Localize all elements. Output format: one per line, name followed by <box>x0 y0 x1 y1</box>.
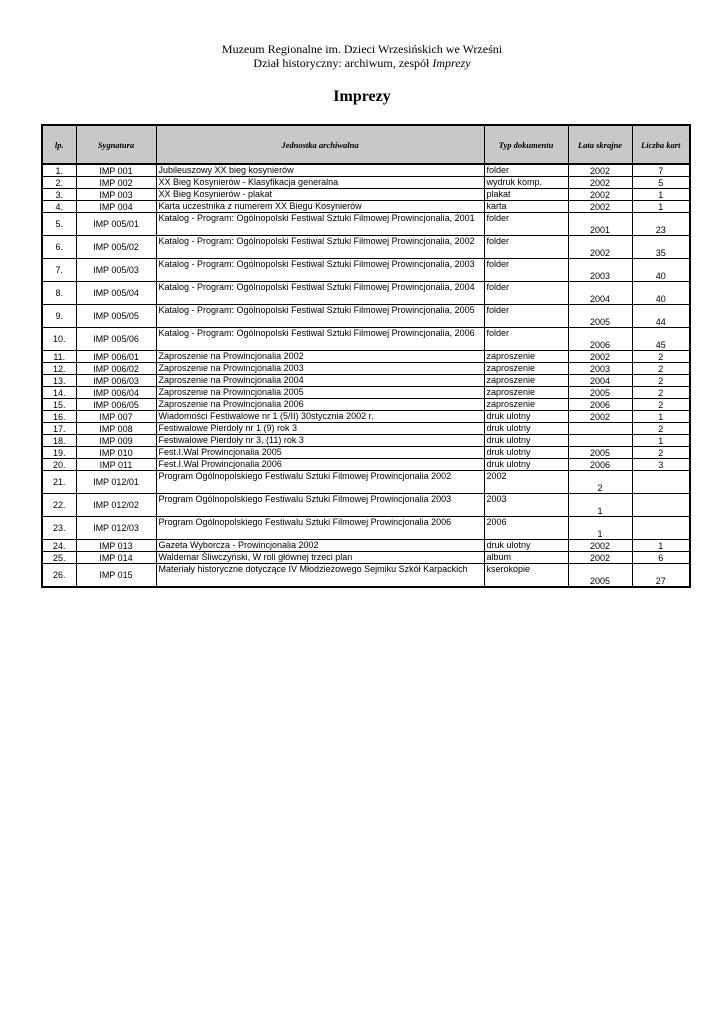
cell-unit: Program Ogólnopolskiego Festiwalu Sztuki Filmowej Prowincjonalia 2002 <box>156 471 484 494</box>
cell-cards: 27 <box>632 564 690 588</box>
cell-doc-type: folder <box>484 164 568 177</box>
table-row <box>42 305 690 328</box>
cell-signature: IMP 005/03 <box>76 259 156 282</box>
table-row <box>42 213 690 236</box>
cell-cards: 1 <box>632 411 690 423</box>
cell-unit: XX Bieg Kosynierów - Klasyfikacja generalna <box>156 177 484 189</box>
cell-doc-type: folder <box>484 259 568 282</box>
cell-signature: IMP 015 <box>76 564 156 588</box>
cell-signature: IMP 003 <box>76 189 156 201</box>
cell-signature: IMP 002 <box>76 177 156 189</box>
cell-cards: 2 <box>632 351 690 363</box>
cell-cards: 40 <box>632 282 690 305</box>
cell-years: 2002 <box>568 552 632 564</box>
cell-doc-type: folder <box>484 213 568 236</box>
cell-cards: 1 <box>632 189 690 201</box>
cell-years: 1 <box>568 494 632 517</box>
cell-years: 1 <box>568 517 632 540</box>
table-row <box>42 164 690 177</box>
museum-name: Muzeum Regionalne im. Dzieci Wrzesińskich we Wrześni <box>221 42 503 56</box>
cell-unit: Zaproszenie na Prowincjonalia 2003 <box>156 363 484 375</box>
cell-unit: Program Ogólnopolskiego Festiwalu Sztuki Filmowej Prowincjonalia 2003 <box>156 494 484 517</box>
cell-doc-type: 2006 <box>484 517 568 540</box>
cell-unit: Waldemar Śliwczyński, W roli głównej trzeci plan <box>156 552 484 564</box>
cell-lp: 26. <box>42 564 76 588</box>
cell-unit: Jubileuszowy XX bieg kosynierów <box>156 164 484 177</box>
cell-years: 2003 <box>568 363 632 375</box>
cell-doc-type: folder <box>484 328 568 351</box>
cell-lp: 7. <box>42 259 76 282</box>
cell-lp: 20. <box>42 459 76 471</box>
cell-cards: 2 <box>632 423 690 435</box>
table-row <box>42 435 690 447</box>
cell-unit: Fest.I.Wal Prowincjonalia 2006 <box>156 459 484 471</box>
cell-signature: IMP 005/02 <box>76 236 156 259</box>
cell-unit: Materiały historyczne dotyczące IV Młodzieżowego Sejmiku Szkół Karpackich <box>156 564 484 588</box>
table-body <box>42 164 690 587</box>
cell-doc-type: druk ulotny <box>484 447 568 459</box>
cell-unit: Katalog - Program: Ogólnopolski Festiwal Sztuki Filmowej Prowincjonalia, 2003 <box>156 259 484 282</box>
cell-signature: IMP 001 <box>76 164 156 177</box>
cell-signature: IMP 013 <box>76 540 156 552</box>
cell-signature: IMP 012/02 <box>76 494 156 517</box>
cell-unit: Katalog - Program: Ogólnopolski Festiwal Sztuki Filmowej Prowincjonalia, 2001 <box>156 213 484 236</box>
cell-lp: 13. <box>42 375 76 387</box>
cell-lp: 10. <box>42 328 76 351</box>
cell-years <box>568 435 632 447</box>
cell-unit: Fest.I.Wal Prowincjonalia 2005 <box>156 447 484 459</box>
cell-signature: IMP 014 <box>76 552 156 564</box>
archive-inventory-table <box>41 124 691 588</box>
cell-doc-type: 2002 <box>484 471 568 494</box>
cell-cards <box>632 517 690 540</box>
cell-lp: 2. <box>42 177 76 189</box>
cell-doc-type: druk ulotny <box>484 540 568 552</box>
col-header-signature: Sygnatura <box>76 125 156 164</box>
cell-cards: 2 <box>632 387 690 399</box>
cell-years: 2002 <box>568 164 632 177</box>
col-header-unit: Jednostka archiwalna <box>156 125 484 164</box>
cell-lp: 15. <box>42 399 76 411</box>
cell-cards: 1 <box>632 435 690 447</box>
cell-cards: 35 <box>632 236 690 259</box>
cell-signature: IMP 006/01 <box>76 351 156 363</box>
cell-unit: Wiadomości Festiwalowe nr 1 (5/II) 30stycznia 2002 r. <box>156 411 484 423</box>
cell-cards: 7 <box>632 164 690 177</box>
cell-years: 2003 <box>568 259 632 282</box>
cell-lp: 19. <box>42 447 76 459</box>
col-header-years: Lata skrajne <box>568 125 632 164</box>
cell-doc-type: folder <box>484 282 568 305</box>
cell-doc-type: druk ulotny <box>484 459 568 471</box>
cell-years: 2002 <box>568 177 632 189</box>
cell-years: 2002 <box>568 351 632 363</box>
cell-unit: Program Ogólnopolskiego Festiwalu Sztuki Filmowej Prowincjonalia 2006 <box>156 517 484 540</box>
cell-lp: 4. <box>42 201 76 213</box>
cell-years: 2002 <box>568 189 632 201</box>
cell-years: 2005 <box>568 305 632 328</box>
cell-signature: IMP 005/06 <box>76 328 156 351</box>
cell-doc-type: druk ulotny <box>484 435 568 447</box>
cell-lp: 11. <box>42 351 76 363</box>
table-row <box>42 351 690 363</box>
cell-cards: 1 <box>632 540 690 552</box>
cell-unit: XX Bieg Kosynierów - plakat <box>156 189 484 201</box>
cell-years: 2004 <box>568 375 632 387</box>
col-header-doc-type: Typ dokumentu <box>484 125 568 164</box>
table-row <box>42 259 690 282</box>
cell-doc-type: zaproszenie <box>484 375 568 387</box>
cell-unit: Zaproszenie na Prowincjonalia 2005 <box>156 387 484 399</box>
table-row <box>42 387 690 399</box>
col-header-cards: Liczba kart <box>632 125 690 164</box>
cell-signature: IMP 006/05 <box>76 399 156 411</box>
cell-years <box>568 423 632 435</box>
cell-years: 2002 <box>568 236 632 259</box>
cell-unit: Karta uczestnika z numerem XX Biegu Kosynierów <box>156 201 484 213</box>
cell-signature: IMP 011 <box>76 459 156 471</box>
cell-lp: 1. <box>42 164 76 177</box>
cell-lp: 18. <box>42 435 76 447</box>
cell-cards: 3 <box>632 459 690 471</box>
cell-cards: 23 <box>632 213 690 236</box>
cell-lp: 6. <box>42 236 76 259</box>
cell-years: 2005 <box>568 387 632 399</box>
cell-lp: 24. <box>42 540 76 552</box>
cell-cards <box>632 494 690 517</box>
table-row <box>42 177 690 189</box>
cell-cards: 1 <box>632 201 690 213</box>
table-row <box>42 494 690 517</box>
table-row <box>42 471 690 494</box>
cell-signature: IMP 006/04 <box>76 387 156 399</box>
cell-doc-type: druk ulotny <box>484 411 568 423</box>
cell-unit: Zaproszenie na Prowincjonalia 2006 <box>156 399 484 411</box>
cell-cards: 40 <box>632 259 690 282</box>
cell-years: 2005 <box>568 564 632 588</box>
cell-signature: IMP 010 <box>76 447 156 459</box>
cell-cards: 45 <box>632 328 690 351</box>
cell-years: 2006 <box>568 459 632 471</box>
cell-cards: 2 <box>632 399 690 411</box>
cell-lp: 12. <box>42 363 76 375</box>
cell-doc-type: druk ulotny <box>484 423 568 435</box>
cell-lp: 3. <box>42 189 76 201</box>
cell-lp: 21. <box>42 471 76 494</box>
cell-cards: 44 <box>632 305 690 328</box>
cell-cards: 2 <box>632 375 690 387</box>
cell-doc-type: zaproszenie <box>484 363 568 375</box>
cell-years: 2002 <box>568 411 632 423</box>
document-header <box>0 42 724 70</box>
cell-doc-type: album <box>484 552 568 564</box>
cell-unit: Katalog - Program: Ogólnopolski Festiwal Sztuki Filmowej Prowincjonalia, 2005 <box>156 305 484 328</box>
table-header-row <box>42 125 690 164</box>
cell-years: 2001 <box>568 213 632 236</box>
table-row <box>42 564 690 588</box>
cell-unit: Katalog - Program: Ogólnopolski Festiwal Sztuki Filmowej Prowincjonalia, 2002 <box>156 236 484 259</box>
cell-years: 2002 <box>568 201 632 213</box>
cell-signature: IMP 008 <box>76 423 156 435</box>
cell-signature: IMP 007 <box>76 411 156 423</box>
cell-years: 2 <box>568 471 632 494</box>
cell-signature: IMP 012/03 <box>76 517 156 540</box>
cell-signature: IMP 012/01 <box>76 471 156 494</box>
cell-signature: IMP 006/02 <box>76 363 156 375</box>
col-header-lp: lp. <box>42 125 76 164</box>
cell-lp: 16. <box>42 411 76 423</box>
table-row <box>42 189 690 201</box>
cell-unit: Gazeta Wyborcza - Prowincjonalia 2002 <box>156 540 484 552</box>
table-row <box>42 517 690 540</box>
cell-lp: 9. <box>42 305 76 328</box>
table-row <box>42 423 690 435</box>
cell-signature: IMP 005/05 <box>76 305 156 328</box>
cell-cards: 5 <box>632 177 690 189</box>
cell-unit: Katalog - Program: Ogólnopolski Festiwal Sztuki Filmowej Prowincjonalia, 2006 <box>156 328 484 351</box>
cell-lp: 17. <box>42 423 76 435</box>
cell-doc-type: zaproszenie <box>484 399 568 411</box>
cell-signature: IMP 004 <box>76 201 156 213</box>
cell-cards: 2 <box>632 363 690 375</box>
table-row <box>42 540 690 552</box>
cell-lp: 5. <box>42 213 76 236</box>
cell-signature: IMP 005/04 <box>76 282 156 305</box>
cell-unit: Festiwalowe Pierdoły nr 1 (9) rok 3 <box>156 423 484 435</box>
page-title: Imprezy <box>333 88 391 105</box>
table-row <box>42 411 690 423</box>
cell-doc-type: plakat <box>484 189 568 201</box>
cell-years: 2005 <box>568 447 632 459</box>
cell-doc-type: 2003 <box>484 494 568 517</box>
table-row <box>42 375 690 387</box>
cell-unit: Katalog - Program: Ogólnopolski Festiwal Sztuki Filmowej Prowincjonalia, 2004 <box>156 282 484 305</box>
cell-signature: IMP 009 <box>76 435 156 447</box>
table-row <box>42 363 690 375</box>
cell-lp: 22. <box>42 494 76 517</box>
cell-unit: Festiwalowe Pierdoły nr 3, (11) rok 3 <box>156 435 484 447</box>
cell-doc-type: kserokopie <box>484 564 568 588</box>
cell-years: 2002 <box>568 540 632 552</box>
cell-doc-type: zaproszenie <box>484 387 568 399</box>
cell-unit: Zaproszenie na Prowincjonalia 2004 <box>156 375 484 387</box>
cell-years: 2006 <box>568 399 632 411</box>
table-row <box>42 399 690 411</box>
cell-signature: IMP 006/03 <box>76 375 156 387</box>
cell-lp: 23. <box>42 517 76 540</box>
cell-cards: 6 <box>632 552 690 564</box>
cell-cards: 2 <box>632 447 690 459</box>
fonds-name: Imprezy <box>432 56 471 70</box>
table-row <box>42 282 690 305</box>
cell-cards <box>632 471 690 494</box>
table-row <box>42 552 690 564</box>
department-line <box>0 56 724 70</box>
cell-lp: 25. <box>42 552 76 564</box>
cell-years: 2004 <box>568 282 632 305</box>
cell-doc-type: zaproszenie <box>484 351 568 363</box>
cell-years: 2006 <box>568 328 632 351</box>
cell-doc-type: folder <box>484 236 568 259</box>
cell-doc-type: wydruk komp. <box>484 177 568 189</box>
table-row <box>42 236 690 259</box>
cell-unit: Zaproszenie na Prowincjonalia 2002 <box>156 351 484 363</box>
cell-signature: IMP 005/01 <box>76 213 156 236</box>
table-row <box>42 201 690 213</box>
table-row <box>42 459 690 471</box>
cell-lp: 8. <box>42 282 76 305</box>
table-row <box>42 328 690 351</box>
table-row <box>42 447 690 459</box>
cell-lp: 14. <box>42 387 76 399</box>
cell-doc-type: karta <box>484 201 568 213</box>
department-text: Dział historyczny: archiwum, zespół <box>253 56 433 70</box>
cell-doc-type: folder <box>484 305 568 328</box>
